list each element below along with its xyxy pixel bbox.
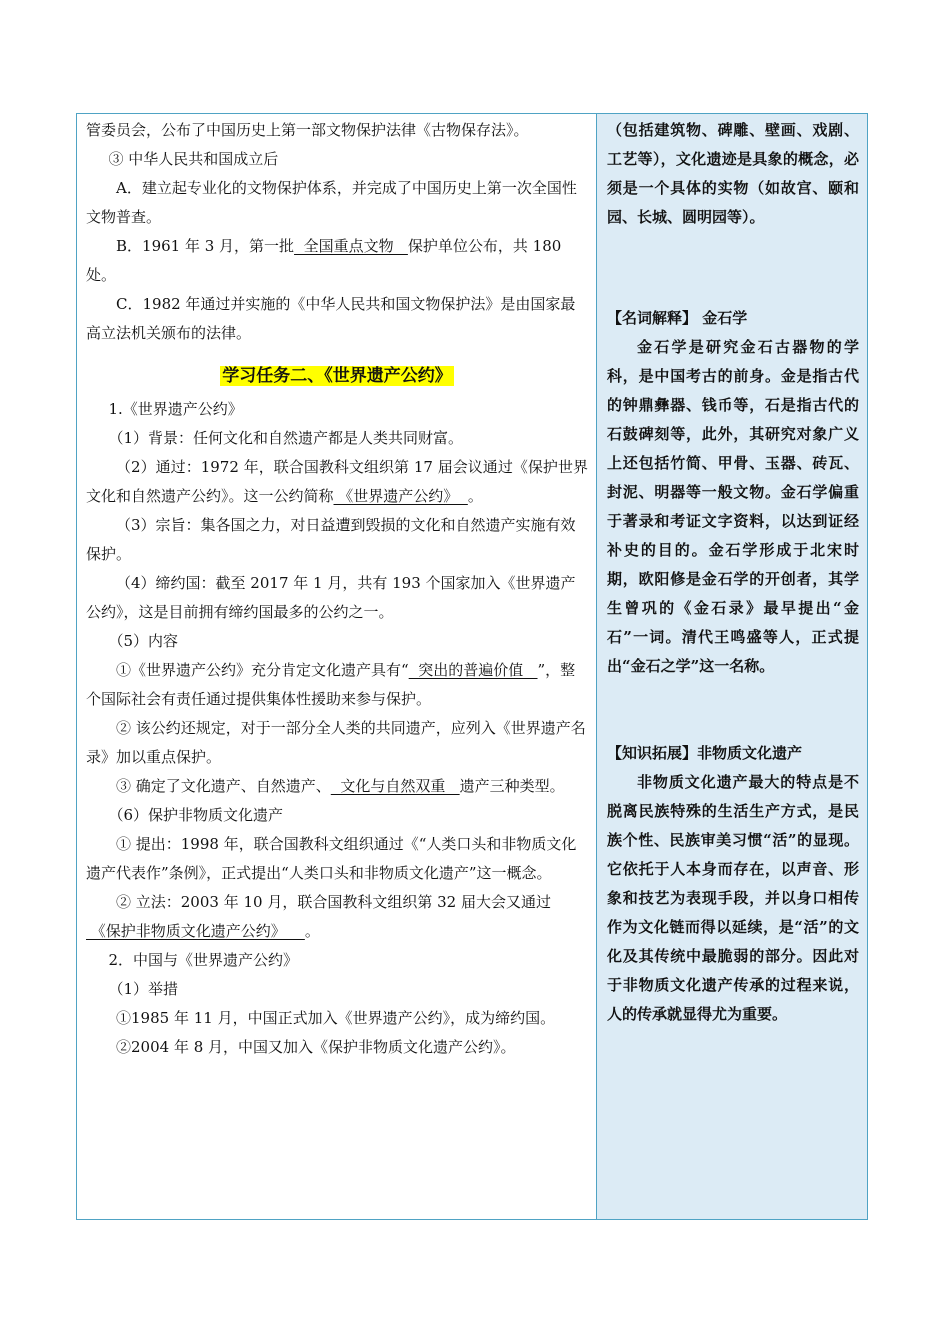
paragraph [86,656,588,714]
text: 保护单位公布，共 180 处。 [86,237,562,284]
paragraph: ② 该公约还规定，对于一部分全人类的共同遗产，应列入《世界遗产名录》加以重点保护。 [86,719,586,766]
text: ③ 确定了文化遗产、自然遗产、 [116,777,331,795]
answer-blank: 突出的普遍价值 [408,661,538,679]
text: 。 [304,922,320,940]
paragraph [86,232,588,290]
note-paragraph: 非物质文化遗产最大的特点是不脱离民族特殊的生活生产方式，是民族个性、民族审美习惯“活”的显现。它依托于人本身而存在，以声音、形象和技艺为表现手段，并以身口相传作为文化链而得以延续，是“活”的文化及其传统中最脆弱的部分。因此对于非物质文化遗产传承的过程来说，人的传承就显得尤为重要。 [607,773,859,1023]
note-paragraph: 金石学是研究金石古器物的学科，是中国考古的前身。金是指古代的钟鼎彝器、钱币等，石是指古代的石鼓碑刻等，此外，其研究对象广义上还包括竹简、甲骨、玉器、砖瓦、封泥、明器等一般文物。金石学偏重于著录和考证文字资料，以达到证经补史的目的。金石学形成于北宋时期，欧阳修是金石学的开创者，其学生曾巩的《金石录》最早提出“金石”一词。清代王鸣盛等人，正式提出“金石之学”这一名称。 [607,338,859,675]
paragraph: ②2004 年 8 月，中国又加入《保护非物质文化遗产公约》。 [116,1038,516,1056]
paragraph: 1.《世界遗产公约》 [108,400,243,418]
text: ”，整个国际社会有责任通过提供集体性援助来参与保护。 [86,661,576,708]
answer-blank: 《保护非物质文化遗产公约》 [86,922,305,940]
answer-blank: 全国重点文物 [294,237,408,255]
paragraph: （6）保护非物质文化遗产 [108,806,284,824]
paragraph [86,772,588,801]
text: B．1961 年 3 月，第一批 [116,237,295,255]
content-table [76,113,868,1220]
answer-blank: 《世界遗产公约》 [333,487,468,505]
text: 遗产三种类型。 [459,777,565,795]
paragraph: （1）背景：任何文化和自然遗产都是人类共同财富。 [108,429,464,447]
text: （2）通过：1972 年，联合国教科文组织第 17 届会议通过《保护世界文化和自然遗产公约》。这一公约简称 [86,458,588,505]
note-title: 【名词解释】 金石学 [607,309,748,327]
spacer [607,232,859,304]
paragraph [86,888,588,946]
note-paragraph: （包括建筑物、碑雕、壁画、戏剧、工艺等），文化遗迹是具象的概念，必须是一个具体的实物（如故宫、颐和园、长城、圆明园等）。 [607,121,859,226]
paragraph: ①1985 年 11 月，中国正式加入《世界遗产公约》，成为缔约国。 [116,1009,556,1027]
text: 。 [467,487,483,505]
spacer [607,681,859,739]
paragraph: （5）内容 [108,632,179,650]
sidebar-notes [597,114,867,1219]
heading-text: 学习任务二、《世界遗产公约》 [222,366,452,386]
paragraph [86,453,588,511]
main-column [77,114,597,1219]
paragraph: （4）缔约国：截至 2017 年 1 月，共有 193 个国家加入《世界遗产公约》，这是目前拥有缔约国最多的公约之一。 [86,574,576,621]
paragraph: 2．中国与《世界遗产公约》 [108,951,299,969]
paragraph: ① 提出：1998 年，联合国教科文组织通过《“人类口头和非物质文化遗产代表作”条例》，正式提出“人类口头和非物质文化遗产”这一概念。 [86,835,577,882]
paragraph: ③ 中华人民共和国成立后 [108,150,279,168]
paragraph: （1）举措 [108,980,179,998]
text: ①《世界遗产公约》充分肯定文化遗产具有“ [116,661,409,679]
answer-blank: 文化与自然双重 [330,777,460,795]
section-heading [86,362,588,391]
paragraph: A．建立起专业化的文物保护体系，并完成了中国历史上第一次全国性文物普查。 [86,179,577,226]
note-title: 【知识拓展】非物质文化遗产 [607,744,803,762]
paragraph: 管委员会，公布了中国历史上第一部文物保护法律《古物保存法》。 [86,121,529,139]
text: ② 立法：2003 年 10 月，联合国教科文组织第 32 届大会又通过 [116,893,551,911]
paragraph: （3）宗旨：集各国之力，对日益遭到毁损的文化和自然遗产实施有效保护。 [86,516,576,563]
paragraph: C．1982 年通过并实施的《中华人民共和国文物保护法》是由国家最高立法机关颁布的法律。 [86,295,576,342]
